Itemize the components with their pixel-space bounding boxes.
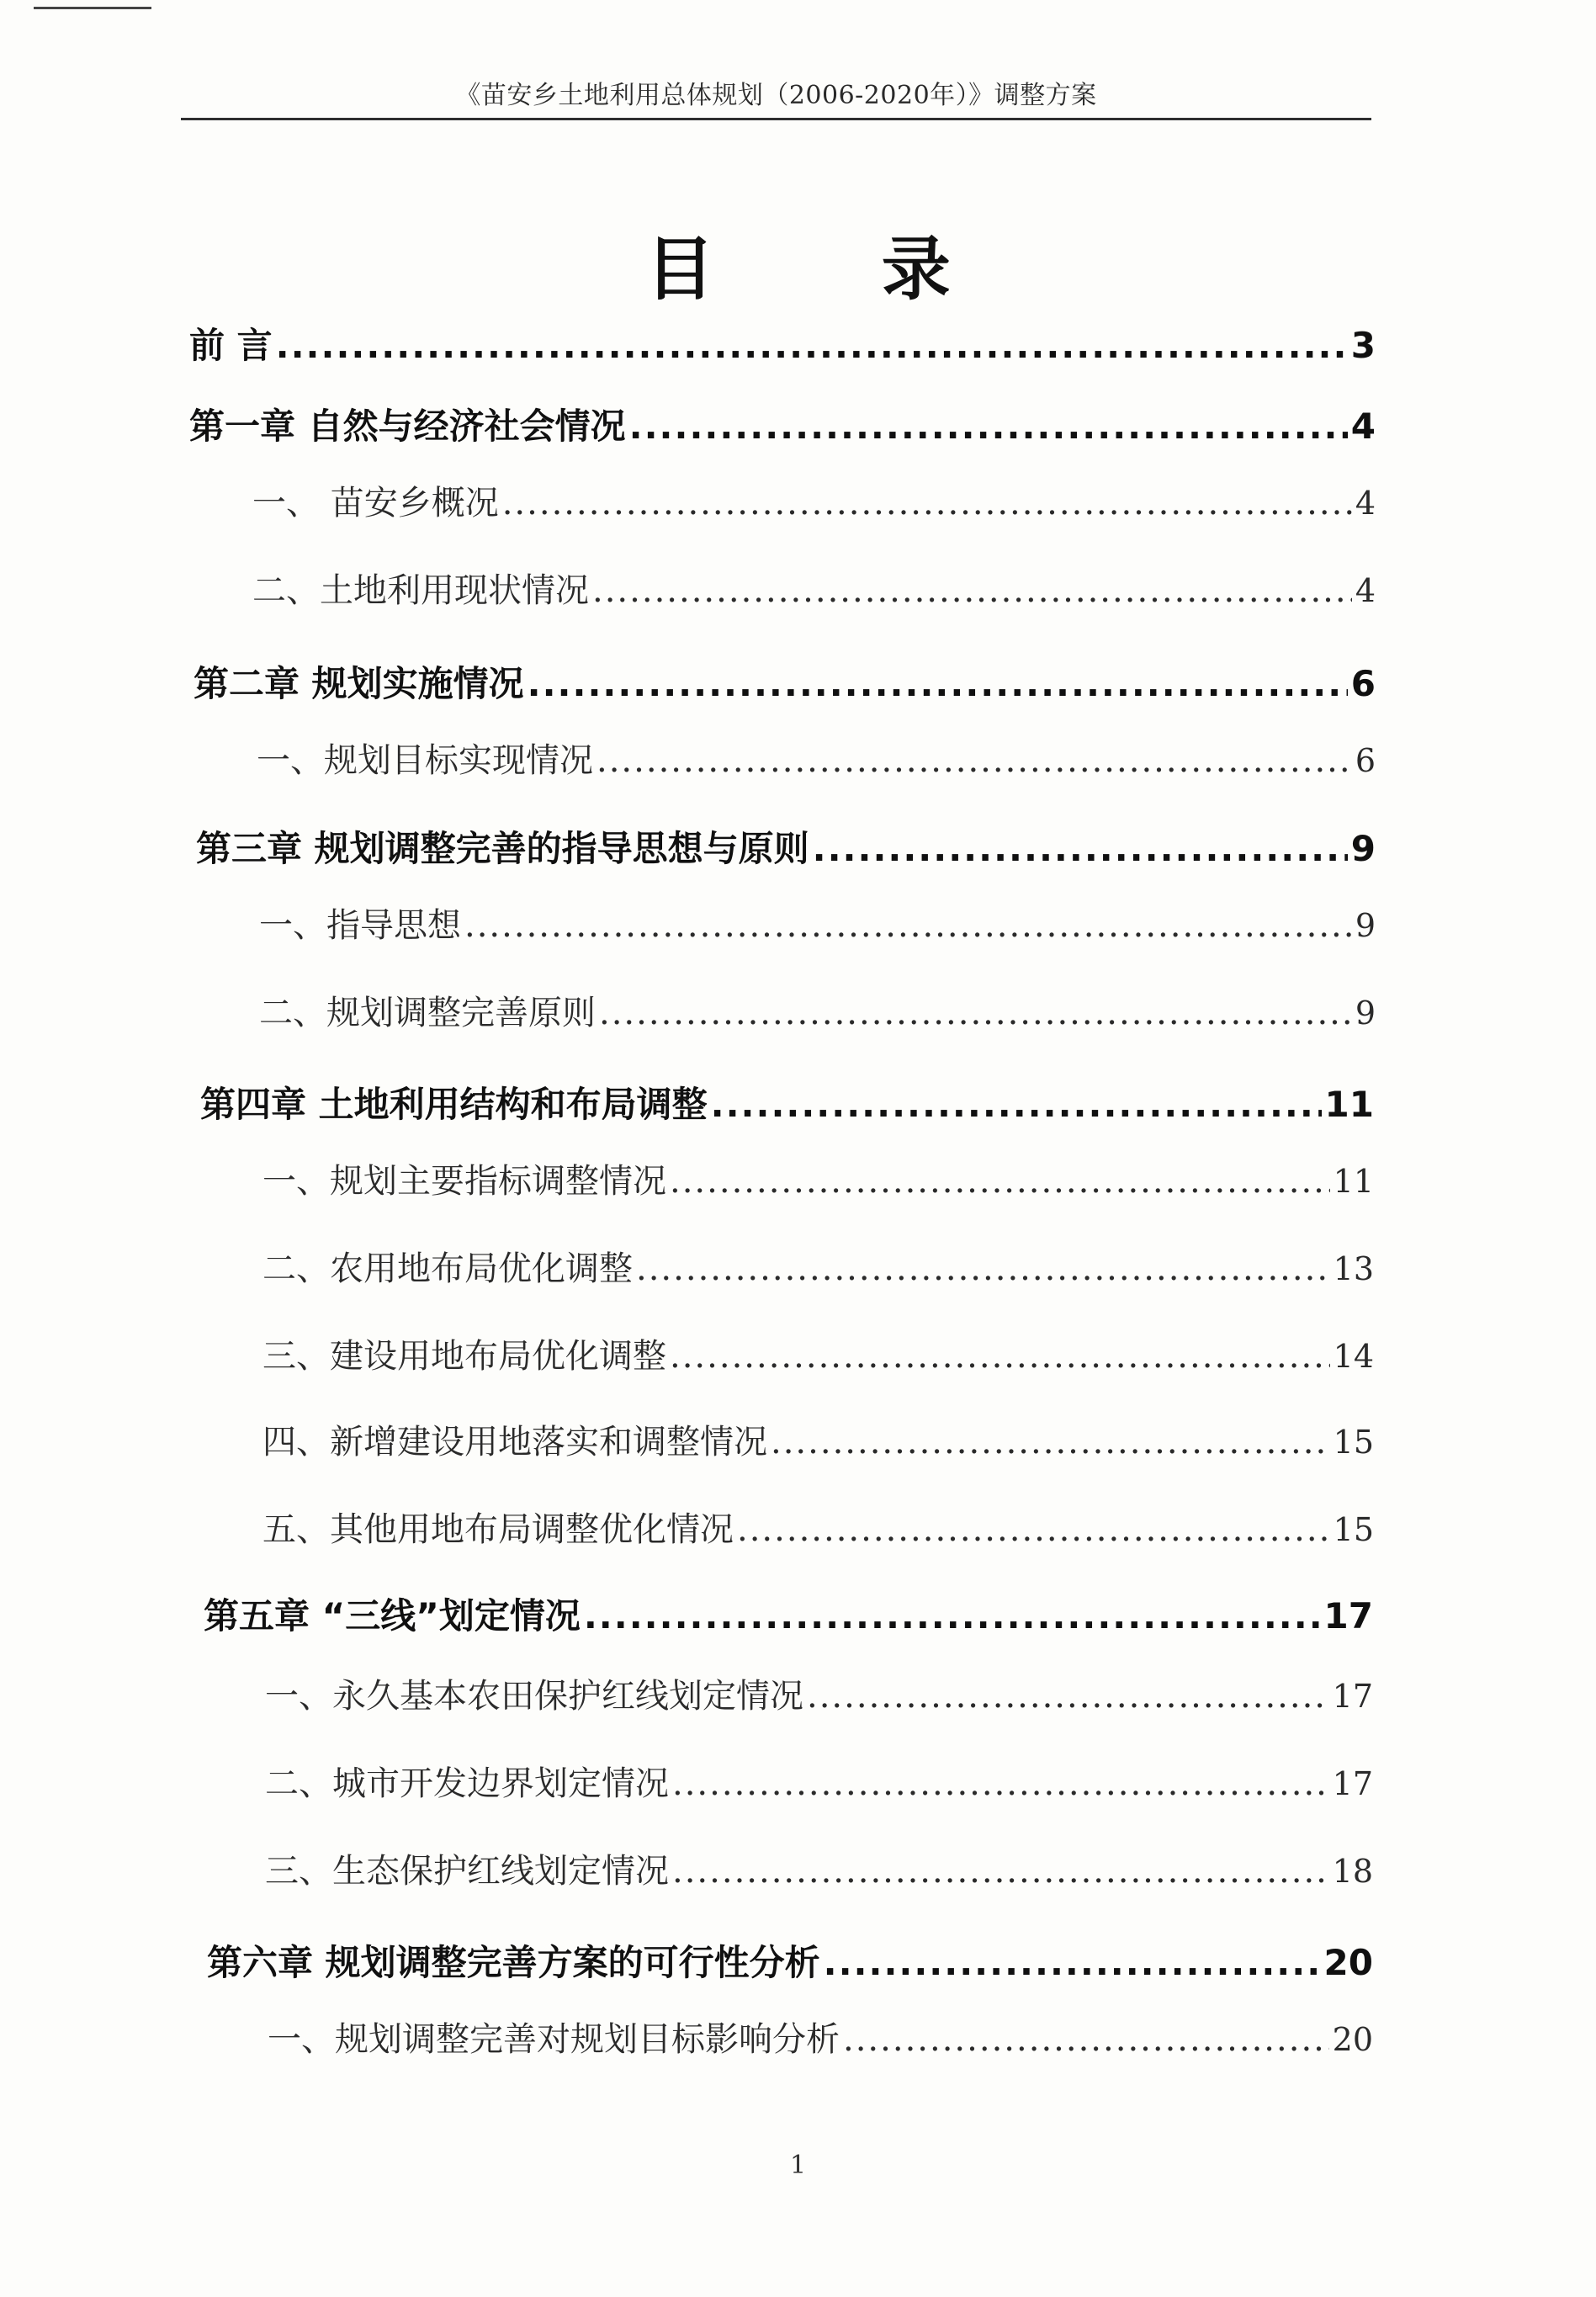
toc-entry-chapter-3[interactable] [196, 821, 1376, 872]
toc-leader [629, 406, 1348, 447]
toc-entry-preface[interactable] [189, 318, 1376, 369]
toc-entry-label: 第三章 规划调整完善的指导思想与原则 [196, 828, 809, 869]
toc-leader [464, 906, 1352, 945]
toc-leader [502, 484, 1352, 523]
toc-entry-section-5-1[interactable] [265, 1669, 1373, 1717]
toc-entry-page: 17 [1332, 1678, 1373, 1715]
toc-entry-label: 前 言 [189, 325, 273, 366]
toc-entry-page: 9 [1355, 907, 1376, 944]
toc-entry-label: 一、 苗安乡概况 [252, 484, 499, 523]
toc-entry-chapter-1[interactable] [189, 399, 1376, 449]
toc-entry-section-1-1[interactable] [252, 476, 1376, 524]
toc-entry-page: 3 [1350, 325, 1376, 366]
toc-entry-section-4-3[interactable] [262, 1329, 1374, 1377]
toc-entry-label: 五、其他用地布局调整优化情况 [262, 1510, 734, 1549]
toc-entry-section-2-1[interactable] [257, 734, 1376, 782]
toc-leader [672, 1852, 1329, 1891]
toc-entry-page: 4 [1350, 406, 1376, 447]
toc-entry-label: 第六章 规划调整完善方案的可行性分析 [207, 1942, 820, 1983]
toc-entry-page: 13 [1333, 1250, 1374, 1287]
toc-entry-page: 4 [1355, 485, 1376, 522]
toc-entry-section-5-2[interactable] [265, 1757, 1373, 1805]
toc-entry-page: 9 [1355, 995, 1376, 1032]
toc-entry-label: 一、永久基本农田保护红线划定情况 [265, 1677, 803, 1716]
toc-entry-section-5-3[interactable] [265, 1844, 1373, 1892]
toc-entry-page: 11 [1324, 1084, 1374, 1125]
toc-entry-page: 6 [1350, 663, 1376, 704]
toc-entry-label: 二、规划调整完善原则 [259, 994, 596, 1032]
toc-leader [843, 2020, 1329, 2059]
toc-entry-page: 20 [1332, 2021, 1373, 2058]
toc-leader [592, 571, 1352, 610]
toc-entry-page: 6 [1355, 742, 1376, 779]
toc-entry-label: 一、指导思想 [259, 906, 461, 945]
toc-entry-page: 17 [1323, 1595, 1373, 1637]
toc-entry-label: 一、规划主要指标调整情况 [262, 1162, 666, 1201]
toc-entry-label: 二、农用地布局优化调整 [262, 1249, 633, 1288]
toc-entry-label: 二、城市开发边界划定情况 [265, 1764, 669, 1803]
toc-leader [597, 741, 1352, 780]
toc-leader [711, 1084, 1322, 1125]
toc-entry-chapter-6[interactable] [207, 1935, 1373, 1986]
toc-entry-page: 17 [1332, 1765, 1373, 1802]
toc-entry-section-4-1[interactable] [262, 1154, 1374, 1202]
toc-leader [670, 1337, 1330, 1376]
toc-entry-chapter-5[interactable] [204, 1589, 1373, 1639]
toc-title: 目 录 [645, 230, 1022, 310]
toc-leader [276, 325, 1348, 366]
toc-entry-section-6-1[interactable] [268, 2013, 1373, 2061]
toc-entry-label: 一、规划目标实现情况 [257, 741, 593, 780]
scan-mark [34, 7, 151, 9]
running-header: 《苗安乡土地利用总体规划（2006-2020年）》调整方案 [455, 81, 1097, 110]
toc-entry-label: 一、规划调整完善对规划目标影响分析 [268, 2020, 840, 2059]
toc-entry-section-4-2[interactable] [262, 1242, 1374, 1290]
toc-leader [584, 1595, 1321, 1637]
toc-entry-page: 9 [1350, 828, 1376, 869]
toc-entry-label: 二、土地利用现状情况 [252, 571, 589, 610]
toc-entry-page: 18 [1332, 1853, 1373, 1890]
toc-leader [599, 994, 1352, 1032]
toc-entry-chapter-2[interactable] [194, 656, 1376, 707]
toc-leader [807, 1677, 1329, 1716]
toc-entry-section-4-5[interactable] [262, 1503, 1374, 1551]
toc-entry-page: 15 [1333, 1511, 1374, 1548]
toc-entry-label: 三、建设用地布局优化调整 [262, 1337, 666, 1376]
toc-entry-section-1-2[interactable] [252, 564, 1376, 612]
toc-entry-page: 15 [1333, 1424, 1374, 1461]
toc-entry-chapter-4[interactable] [200, 1077, 1374, 1127]
toc-entry-section-3-1[interactable] [259, 899, 1376, 947]
toc-leader [737, 1510, 1330, 1549]
toc-entry-page: 20 [1323, 1942, 1373, 1983]
toc-entry-page: 11 [1333, 1163, 1374, 1200]
toc-entry-section-3-2[interactable] [259, 986, 1376, 1034]
header-rule [181, 118, 1371, 120]
toc-entry-label: 四、新增建设用地落实和调整情况 [262, 1423, 767, 1461]
toc-leader [771, 1423, 1330, 1461]
toc-entry-section-4-4[interactable] [262, 1415, 1374, 1463]
toc-leader [528, 663, 1348, 704]
toc-entry-label: 第四章 土地利用结构和布局调整 [200, 1084, 708, 1125]
toc-entry-label: 第五章 “三线”划定情况 [204, 1595, 581, 1637]
page-number: 1 [789, 2151, 807, 2180]
toc-entry-label: 第二章 规划实施情况 [194, 663, 524, 704]
toc-entry-label: 三、生态保护红线划定情况 [265, 1852, 669, 1891]
toc-leader [813, 828, 1348, 869]
toc-entry-page: 14 [1333, 1338, 1374, 1375]
toc-leader [636, 1249, 1330, 1288]
toc-entry-label: 第一章 自然与经济社会情况 [189, 406, 626, 447]
toc-leader [670, 1162, 1330, 1201]
toc-leader [824, 1942, 1321, 1983]
toc-leader [672, 1764, 1329, 1803]
toc-entry-page: 4 [1355, 572, 1376, 609]
